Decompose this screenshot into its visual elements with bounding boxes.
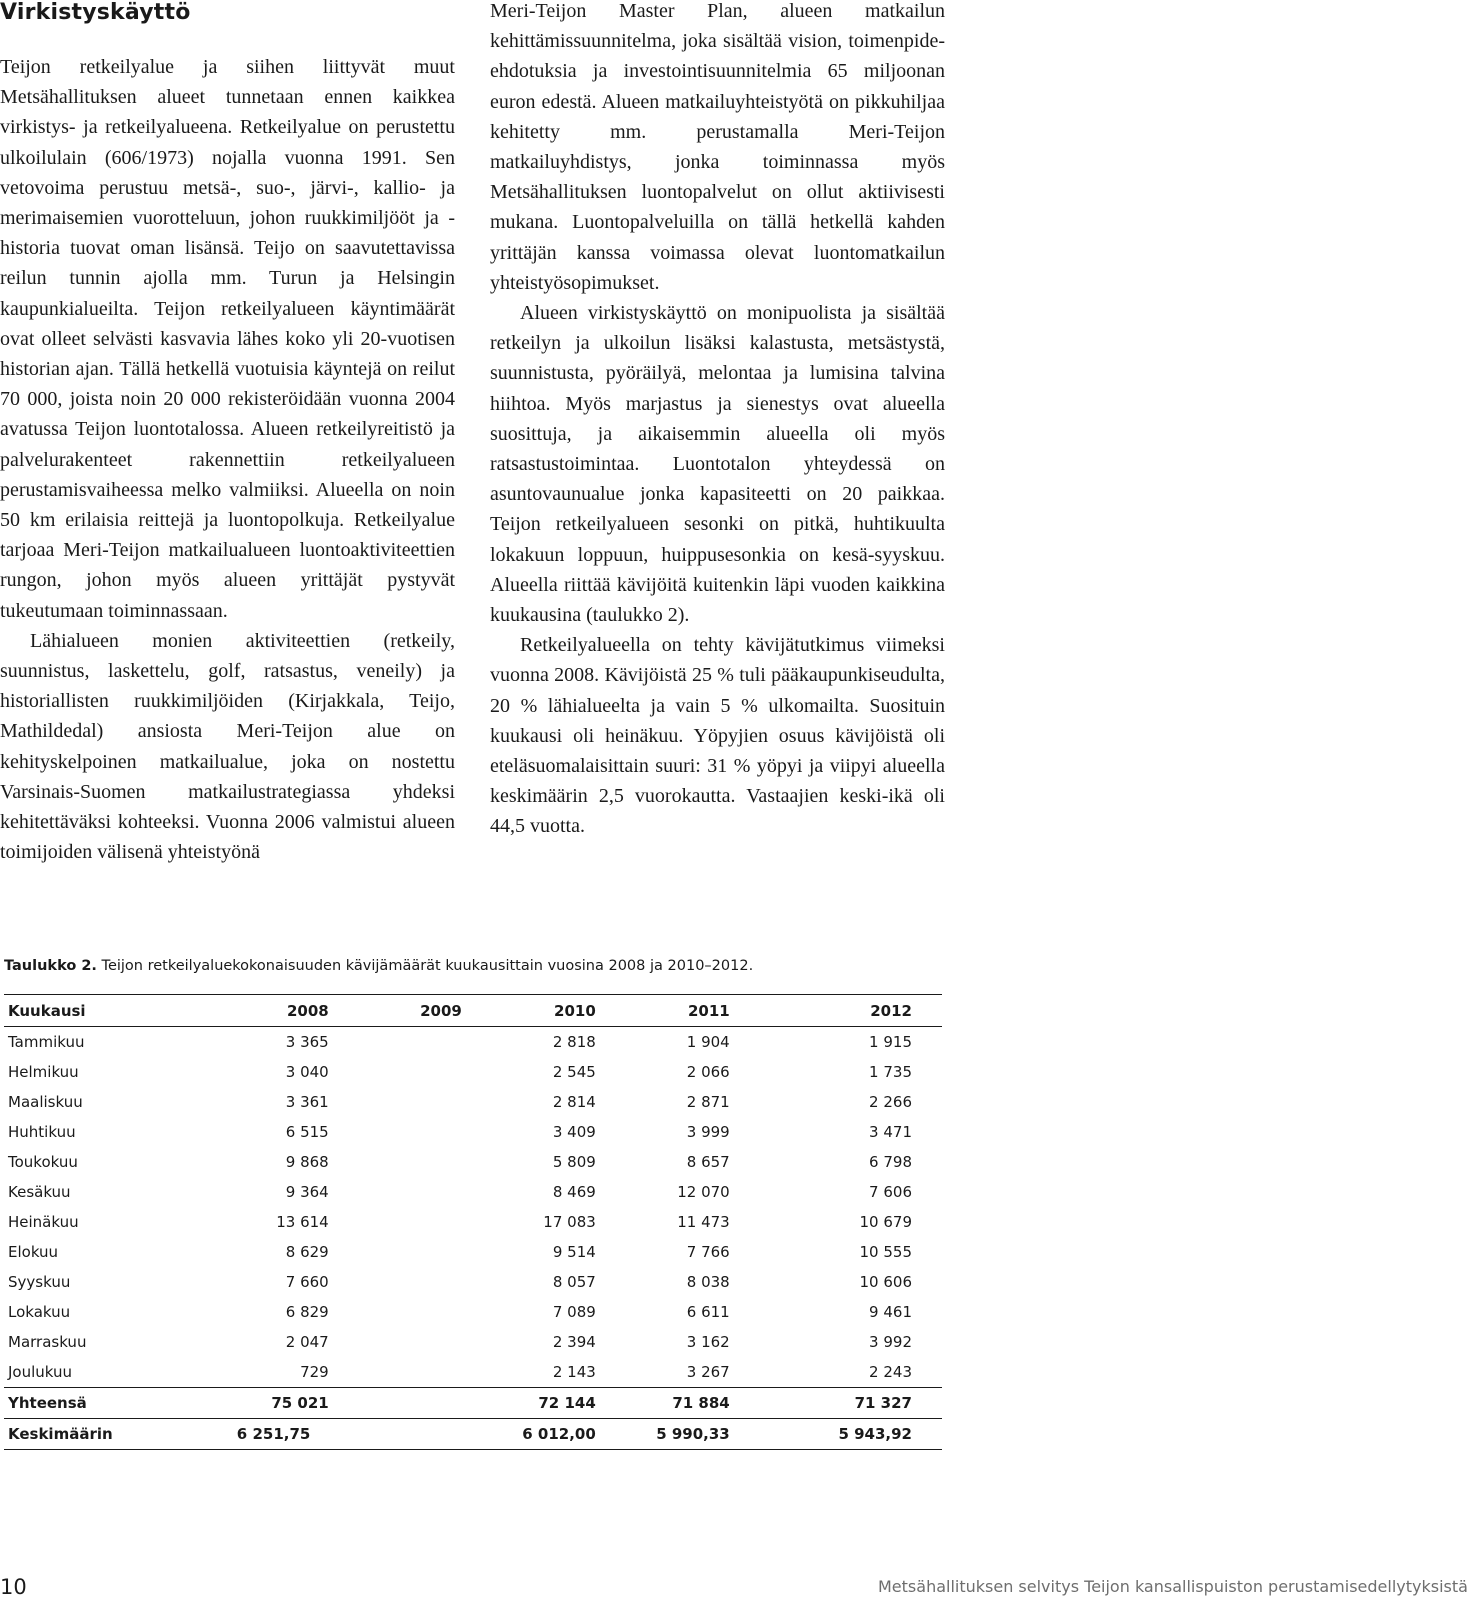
paragraph: Retkeilyalueella on tehty kävijätutkimus viimeksi vuonna 2008. Kävijöistä 25 % tuli pääkaupunkiseudulta, 20 % lähialueelta ja vain 5 % ulkomailta. Suosituin kuukausi oli heinäkuu. Yöpyjien osuus kävijöistä oli eteläsuomalaisittain suuri: 31 % yöpyi ja viipyi alueella keskimäärin 2,5 vuorokautta. Vastaajien keski-ikä oli 44,5 vuotta. [490, 634, 945, 838]
value-cell: 3 992 [869, 1333, 912, 1351]
table-header-row [4, 995, 942, 1027]
value-cell: 10 679 [859, 1213, 912, 1231]
month-cell: Yhteensä [8, 1394, 87, 1412]
header-cell: 2008 [286, 1001, 329, 1020]
visitor-table [4, 994, 942, 1450]
publication-title: Metsähallituksen selvitys Teijon kansallispuiston perustamisedellytyksistä [878, 1577, 1468, 1596]
value-cell: 5 809 [552, 1153, 596, 1171]
value-cell: 3 409 [552, 1123, 596, 1141]
value-cell: 8 038 [686, 1273, 730, 1291]
value-cell: 71 327 [854, 1394, 912, 1412]
header-cell: 2009 [420, 1001, 462, 1020]
value-cell: 3 365 [285, 1033, 329, 1051]
table-row [4, 1027, 942, 1058]
value-cell [329, 1419, 462, 1450]
value-cell: 11 473 [677, 1213, 730, 1231]
value-cell: 2 047 [285, 1333, 329, 1351]
value-cell: 3 361 [285, 1093, 329, 1111]
value-cell: 72 144 [538, 1394, 596, 1412]
month-cell: Tammikuu [8, 1033, 85, 1051]
value-cell: 7 660 [285, 1273, 329, 1291]
value-cell [329, 1297, 462, 1327]
table-row [4, 1177, 942, 1207]
value-cell: 9 868 [285, 1153, 329, 1171]
value-cell: 7 606 [869, 1183, 912, 1201]
paragraph: Teijon retkeilyalue ja siihen liittyvät muut Metsähallituksen alueet tunnetaan ennen kaikkea virkistys- ja retkeilyalueena. Retkeilyalue on perustettu ulkoilulain (606/1973) nojalla vuonna 1991. Sen vetovoima perustuu metsä-, suo-, järvi-, kallio- ja merimaisemien vuorotteluun, johon ruukkimiljööt ja -historia tuovat oman lisänsä. Teijo on saavutettavissa reilun tunnin ajolla mm. Turun ja Helsingin kaupunkialueilta. Teijon retkeilyalueen käyntimäärät ovat olleet selvästi kasvavia lähes koko yli 20-vuotisen historian ajan. Tällä hetkellä vuotuisia käyntejä on reilut 70 000, joista noin 20 000 rekisteröidään vuonna 2004 avatussa Teijon luontotalossa. Alueen retkeilyreitistö ja palvelurakenteet rakennettiin retkeilyalueen perustamisvaiheessa melko valmiiksi. Alueella on noin 50 km erilaisia reittejä ja luontopolkuja. Retkeilyalue tarjoaa Meri-Teijon matkailualueen luontoaktiviteettien rungon, johon myös alueen yrittäjät pystyvät tukeutumaan toiminnassaan. [0, 56, 455, 622]
value-cell: 10 606 [859, 1273, 912, 1291]
value-cell [329, 1357, 462, 1388]
value-cell: 6 829 [285, 1303, 329, 1321]
value-cell: 2 143 [552, 1363, 596, 1381]
table-row [4, 1147, 942, 1177]
table-row [4, 1057, 942, 1087]
value-cell: 17 083 [543, 1213, 596, 1231]
value-cell: 3 162 [686, 1333, 730, 1351]
value-cell: 3 267 [686, 1363, 730, 1381]
value-cell: 5 990,33 [656, 1425, 730, 1443]
value-cell: 1 915 [869, 1033, 912, 1051]
value-cell: 729 [300, 1363, 329, 1381]
value-cell: 6 798 [869, 1153, 912, 1171]
table-row [4, 1357, 942, 1388]
table-caption-text: Teijon retkeilyaluekokonaisuuden kävijämäärät kuukausittain vuosina 2008 ja 2010–2012. [101, 958, 754, 974]
value-cell: 12 070 [677, 1183, 730, 1201]
value-cell: 2 243 [869, 1363, 912, 1381]
table-body [4, 1027, 942, 1450]
paragraph: Alueen virkistyskäyttö on monipuolista ja sisältää retkeilyn ja ulkoilun lisäksi kalastusta, metsästystä, suunnistusta, pyöräilyä, melontaa ja lumisina talvina hiihtoa. Myös marjastus ja sienestys ovat alueella suosittuja, ja aikaisemmin alueella oli myös ratsastustoimintaa. Luontotalon yhteydessä on asuntovaunualue jonka kapasiteetti on 20 paikkaa. Teijon retkeilyalueen sesonki on pitkä, huhtikuulta lokakuun loppuun, huippusesonkia on kesä-syyskuu. Alueella riittää kävijöitä kuitenkin läpi vuoden kaikkina kuukausina (taulukko 2). [490, 302, 945, 627]
month-cell: Heinäkuu [8, 1213, 79, 1231]
value-cell: 6 012,00 [522, 1425, 596, 1443]
month-cell: Helmikuu [8, 1063, 79, 1081]
value-cell: 8 469 [552, 1183, 596, 1201]
table-row [4, 1388, 942, 1419]
value-cell: 9 514 [552, 1243, 596, 1261]
value-cell: 7 766 [686, 1243, 730, 1261]
value-cell: 2 066 [686, 1063, 730, 1081]
value-cell: 3 471 [869, 1123, 912, 1141]
header-cell: 2011 [687, 1001, 730, 1020]
value-cell: 2 814 [552, 1093, 596, 1111]
value-cell: 8 629 [285, 1243, 329, 1261]
table-caption [4, 958, 944, 974]
value-cell: 2 818 [552, 1033, 596, 1051]
value-cell: 7 089 [552, 1303, 596, 1321]
month-cell: Elokuu [8, 1243, 59, 1261]
value-cell: 10 555 [859, 1243, 912, 1261]
table-row [4, 1117, 942, 1147]
table-caption-label: Taulukko 2. [4, 958, 97, 974]
value-cell: 8 657 [686, 1153, 730, 1171]
table-row [4, 1297, 942, 1327]
value-cell [329, 1147, 462, 1177]
month-cell: Keskimäärin [8, 1425, 113, 1443]
month-cell: Marraskuu [8, 1333, 87, 1351]
value-cell: 8 057 [552, 1273, 596, 1291]
value-cell [329, 1388, 462, 1419]
value-cell [329, 1087, 462, 1117]
value-cell: 9 364 [285, 1183, 329, 1201]
value-cell [329, 1327, 462, 1357]
value-cell: 6 611 [686, 1303, 730, 1321]
value-cell: 2 394 [552, 1333, 596, 1351]
table-row [4, 1207, 942, 1237]
value-cell: 2 871 [686, 1093, 730, 1111]
table-row [4, 1237, 942, 1267]
table-row [4, 1419, 942, 1450]
value-cell [329, 1117, 462, 1147]
month-cell: Toukokuu [8, 1153, 78, 1171]
month-cell: Syyskuu [8, 1273, 71, 1291]
section-heading: Virkistyskäyttö [0, 0, 191, 25]
table-row [4, 1327, 942, 1357]
header-cell: 2010 [554, 1001, 596, 1020]
value-cell [329, 1207, 462, 1237]
value-cell: 75 021 [271, 1394, 329, 1412]
value-cell: 3 999 [686, 1123, 730, 1141]
month-cell: Kesäkuu [8, 1183, 71, 1201]
table-row [4, 1087, 942, 1117]
value-cell: 5 943,92 [838, 1425, 912, 1443]
month-cell: Maaliskuu [8, 1093, 83, 1111]
value-cell: 2 266 [869, 1093, 912, 1111]
value-cell: 1 735 [869, 1063, 912, 1081]
value-cell: 6 515 [285, 1123, 329, 1141]
paragraph: Meri-Teijon Master Plan, alueen matkailun kehittämissuunnitelma, joka sisältää vision, toimenpide-ehdotuksia ja investointisuunnitelmia 65 miljoonan euron edestä. Alueen matkailuyhteistyötä on pikkuhiljaa kehitetty mm. perustamalla Meri-Teijon matkailuyhdistys, jonka toiminnassa myös Metsähallituksen luontopalvelut on ollut aktiivisesti mukana. Luontopalveluilla on tällä hetkellä kahden yrittäjän kanssa voimassa olevat luontomatkailun yhteistyösopimukset. [490, 0, 945, 294]
value-cell: 71 884 [672, 1394, 730, 1412]
paragraph: Lähialueen monien aktiviteettien (retkeily, suunnistus, laskettelu, golf, ratsastus, veneily) ja historiallisten ruukkimiljöiden (Kirjakkala, Teijo, Mathildedal) ansiosta Meri-Teijon alue on kehityskelpoinen matkailualue, joka on nostettu Varsinais-Suomen matkailustrategiassa yhdeksi kehitettäväksi kohteeksi. Vuonna 2006 valmistui alueen toimijoiden välisenä yhteistyönä [0, 629, 455, 864]
value-cell: 3 040 [285, 1063, 329, 1081]
table-row [4, 1267, 942, 1297]
month-cell: Lokakuu [8, 1303, 71, 1321]
value-cell [329, 1027, 462, 1058]
header-cell: Kuukausi [8, 1001, 86, 1020]
value-cell: 13 614 [276, 1213, 329, 1231]
value-cell: 2 545 [552, 1063, 596, 1081]
value-cell [329, 1237, 462, 1267]
value-cell [329, 1267, 462, 1297]
page-number: 10 [0, 1575, 27, 1599]
month-cell: Joulukuu [8, 1363, 73, 1381]
value-cell [329, 1177, 462, 1207]
value-cell [329, 1057, 462, 1087]
month-cell: Huhtikuu [8, 1123, 76, 1141]
left-text-column [0, 52, 455, 867]
value-cell: 6 251,75 [236, 1425, 311, 1443]
header-cell: 2012 [870, 1001, 912, 1020]
value-cell: 1 904 [686, 1033, 730, 1051]
right-text-column [490, 0, 945, 842]
value-cell: 9 461 [869, 1303, 912, 1321]
